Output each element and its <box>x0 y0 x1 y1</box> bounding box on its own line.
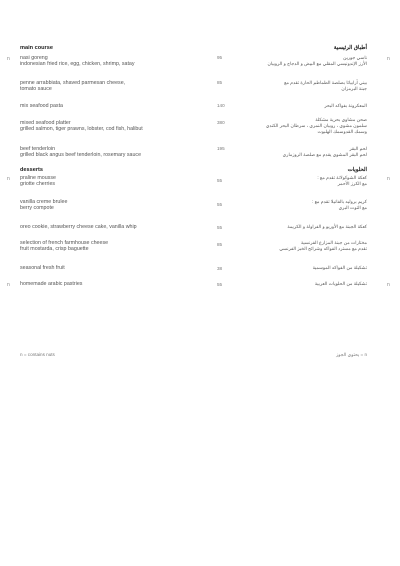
menu-item-desc: tomato sauce <box>20 86 52 92</box>
menu-item-desc-ar: سلمون مشوي ، روبيان النمري ، سرطان البحر الكندي <box>265 123 367 128</box>
nut-marker-right: n <box>387 282 390 288</box>
menu-item-desc-ar: الأرز الإندونيسي المقلي مع البيض و الدجاج و الروبيان <box>267 61 367 66</box>
menu-item-price: 55 <box>217 282 223 287</box>
menu-item-price: 380 <box>217 120 225 125</box>
menu-item-price: 55 <box>217 178 223 183</box>
menu-item-price: 140 <box>217 103 225 108</box>
menu-item-desc-ar: وسمك القدوسمك الهلبوت <box>317 129 367 134</box>
menu-item-price: 85 <box>217 242 223 247</box>
menu-item-desc-ar: جبنة البرمزان <box>341 86 367 91</box>
nuts-legend-ar: n = يحتوي الجوز <box>336 352 367 357</box>
menu-item-price: 38 <box>217 266 223 271</box>
main-course-title: main course <box>20 45 53 51</box>
menu-item-name-ar: لحم البقر <box>349 146 367 151</box>
menu-item-name-ar: تشكيلة من الحلويات العربية <box>314 281 367 286</box>
menu-item-price: 95 <box>217 55 223 60</box>
nuts-legend: n = contains nuts <box>20 352 55 357</box>
menu-item-name-ar: كعكة الجبنة مع الأوريو و الفراولة و الكريمة <box>287 224 367 229</box>
menu-item-name-ar: مختارات من جبنة المزارع الفرنسية <box>300 240 367 245</box>
menu-item-price: 55 <box>217 225 223 230</box>
menu-item-desc: grilled salmon, tiger prawns, lobster, cod fish, halibut <box>20 126 143 132</box>
nut-marker-left: n <box>7 176 10 182</box>
desserts-title: desserts <box>20 167 44 173</box>
menu-item-desc-ar: مع الكرز الأحمر <box>337 181 367 186</box>
menu-item-name: nasi goreng <box>20 55 48 61</box>
menu-item-name: penne arrabbiata, shaved parmesan cheese, <box>20 80 126 86</box>
menu-item-name-ar: بيني أرابياتا بصلصة الطماطم الحارة تقدم مع <box>284 80 367 85</box>
menu-item-name: seasonal fresh fruit <box>20 265 65 271</box>
menu-item-name-ar: صحن مشاوي بحرية مشكلة <box>315 117 367 122</box>
menu-item-name: mix seafood pasta <box>20 103 63 109</box>
menu-item-name-ar: تشكيلة من الفواكه الموسمية <box>312 265 367 270</box>
menu-item-desc-ar: مع التوت البري <box>338 205 367 210</box>
nut-marker-left: n <box>7 282 10 288</box>
menu-item-desc-ar: تقدم مع مسترد الفواكه وشرائح الخبز الفرنسي <box>279 246 367 251</box>
menu-item-desc: griotte cherries <box>20 181 56 187</box>
menu-item-name: homemade arabic pastries <box>20 281 83 287</box>
menu-item-desc: berry compote <box>20 205 54 211</box>
menu-item-price: 85 <box>217 80 223 85</box>
menu-item-name-ar: المعكرونة بفواكه البحر <box>324 103 367 108</box>
menu-item-name: beef tenderloin <box>20 146 56 152</box>
menu-item-desc: fruit mostarda, crisp baguette <box>20 246 89 252</box>
menu-item-desc: grilled black angus beef tenderloin, rosemary sauce <box>20 152 142 158</box>
menu-item-name-ar: ناسي جورين <box>343 55 367 60</box>
nut-marker-left: n <box>7 56 10 62</box>
menu-item-name: oreo cookie, strawberry cheese cake, vanilla whip <box>20 224 137 230</box>
menu-item-price: 55 <box>217 202 223 207</box>
menu-item-name: mixed seafood platter <box>20 120 71 126</box>
menu-item-name-ar: كعكة الشوكولاتة تقدم مع : <box>317 175 367 180</box>
menu-item-desc: indonesian fried rice, egg, chicken, shrimp, satay <box>20 61 135 67</box>
nut-marker-right: n <box>387 56 390 62</box>
menu-item-price: 195 <box>217 146 225 151</box>
menu-item-name-ar: كريم بروليه بالفانيلا تقدم مع : <box>312 199 367 204</box>
menu-item-name: selection of french farmhouse cheese <box>20 240 109 246</box>
menu-item-name: vanilla creme brulee <box>20 199 68 205</box>
main-course-title-ar: أطباق الرئيسية <box>333 45 367 51</box>
menu-item-desc-ar: لحم البقر المشوي يقدم مع صلصة الروزماري <box>282 152 367 157</box>
desserts-title-ar: الحلويات <box>347 167 367 173</box>
menu-item-name: praline mousse <box>20 175 56 181</box>
nut-marker-right: n <box>387 176 390 182</box>
